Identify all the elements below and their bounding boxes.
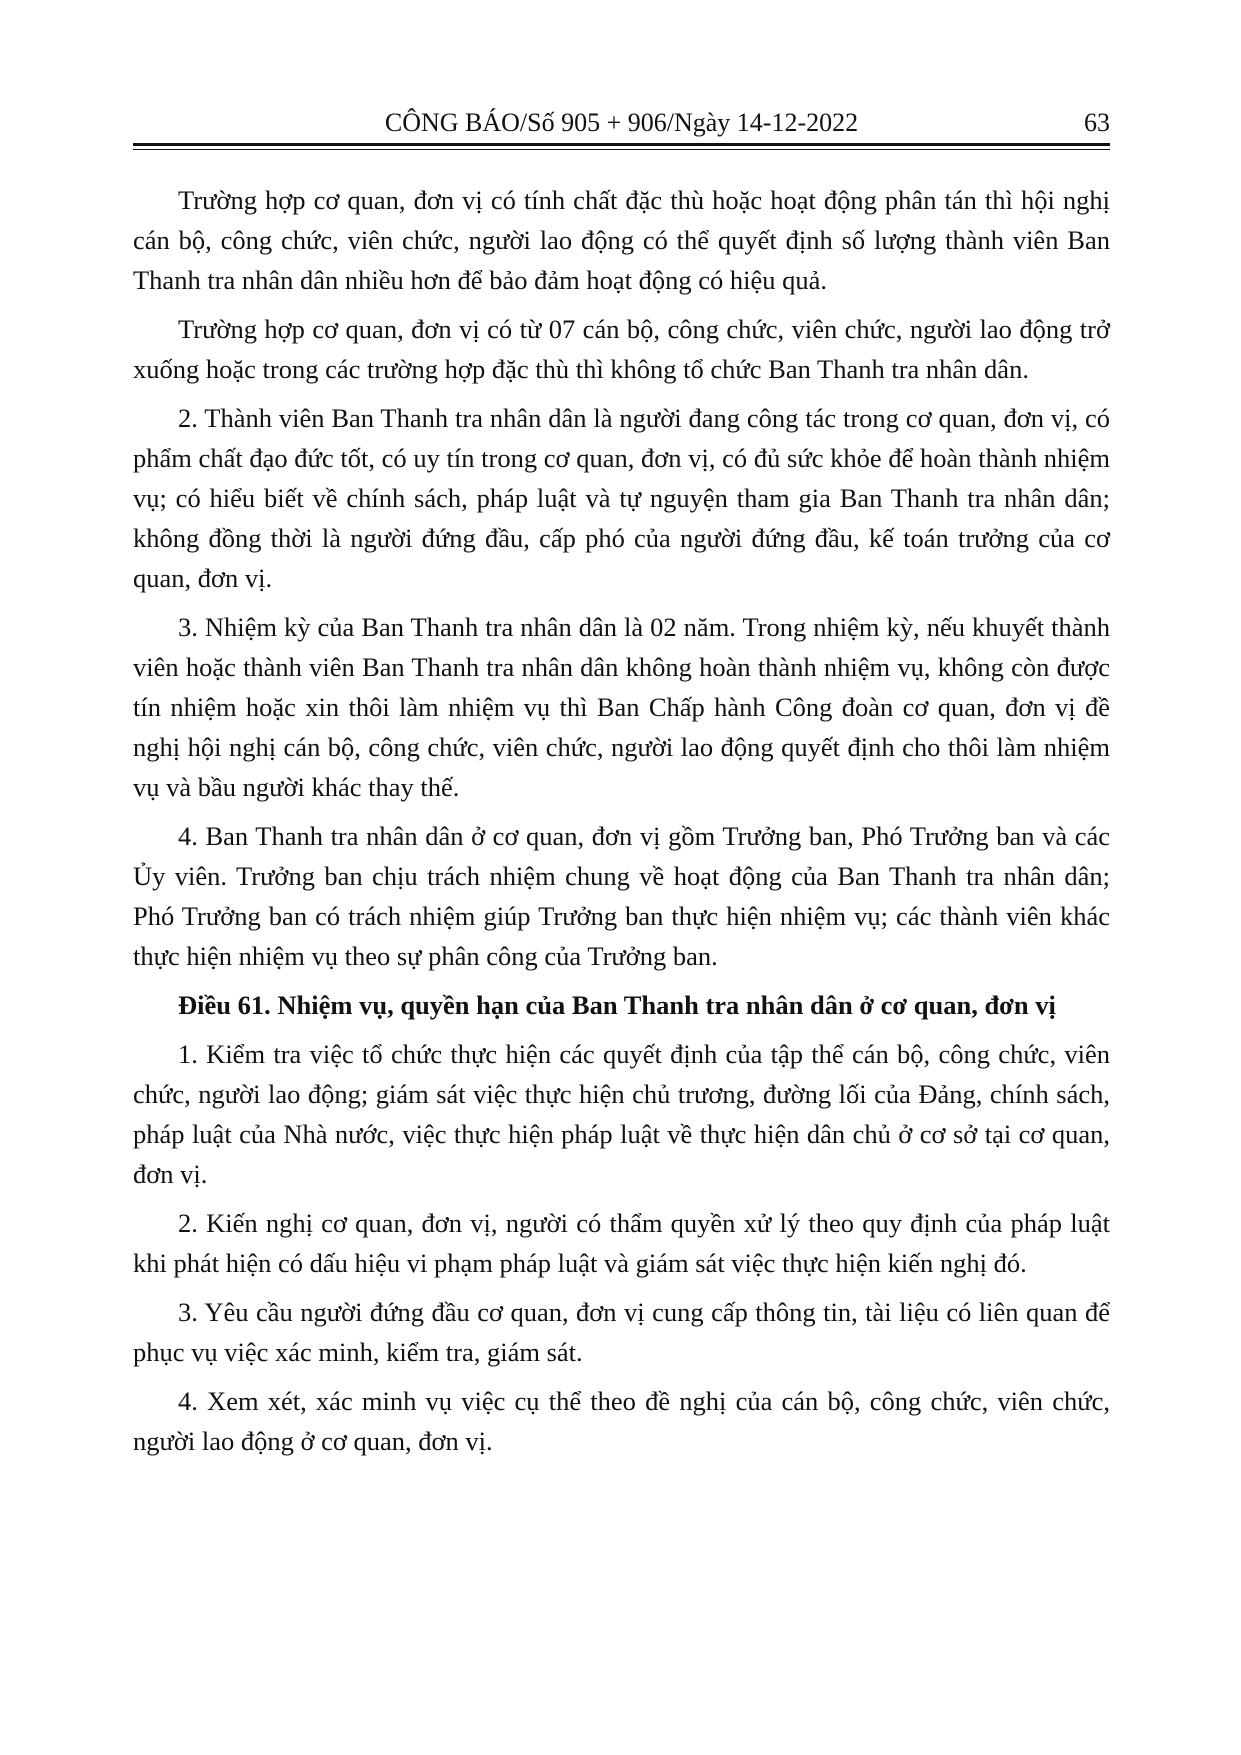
header-rule-thick — [133, 143, 1110, 146]
page-header — [133, 0, 1110, 140]
article-heading: Điều 61. Nhiệm vụ, quyền hạn của Ban Thanh tra nhân dân ở cơ quan, đơn vị — [178, 990, 1056, 1020]
page-number: 63 — [1084, 108, 1110, 137]
article-item: 4. Xem xét, xác minh vụ việc cụ thể theo đề nghị của cán bộ, công chức, viên chức, người lao động ở cơ quan, đơn vị. — [133, 1386, 1110, 1456]
document-body — [133, 180, 1110, 1470]
article-item: 3. Yêu cầu người đứng đầu cơ quan, đơn vị cung cấp thông tin, tài liệu có liên quan để phục vụ việc xác minh, kiểm tra, giám sát. — [133, 1297, 1110, 1367]
article-item: 1. Kiểm tra việc tổ chức thực hiện các quyết định của tập thể cán bộ, công chức, viên chức, người lao động; giám sát việc thực hiện chủ trương, đường lối của Đảng, chính sách, pháp luật của Nhà nước, việc thực hiện pháp luật về thực hiện dân chủ ở cơ sở tại cơ quan, đơn vị. — [133, 1039, 1110, 1189]
header-rule-thin — [133, 149, 1110, 150]
paragraph: 3. Nhiệm kỳ của Ban Thanh tra nhân dân là 02 năm. Trong nhiệm kỳ, nếu khuyết thành viên hoặc thành viên Ban Thanh tra nhân dân không hoàn thành nhiệm vụ, không còn được tín nhiệm hoặc xin thôi làm nhiệm vụ thì Ban Chấp hành Công đoàn cơ quan, đơn vị đề nghị hội nghị cán bộ, công chức, viên chức, người lao động quyết định cho thôi làm nhiệm vụ và bầu người khác thay thế. — [133, 612, 1110, 802]
article-item: 2. Kiến nghị cơ quan, đơn vị, người có thẩm quyền xử lý theo quy định của pháp luật khi phát hiện có dấu hiệu vi phạm pháp luật và giám sát việc thực hiện kiến nghị đó. — [133, 1208, 1110, 1278]
paragraph: 4. Ban Thanh tra nhân dân ở cơ quan, đơn vị gồm Trưởng ban, Phó Trưởng ban và các Ủy viên. Trưởng ban chịu trách nhiệm chung về hoạt động của Ban Thanh tra nhân dân; Phó Trưởng ban có trách nhiệm giúp Trưởng ban thực hiện nhiệm vụ; các thành viên khác thực hiện nhiệm vụ theo sự phân công của Trưởng ban. — [133, 821, 1110, 971]
paragraph: Trường hợp cơ quan, đơn vị có tính chất đặc thù hoặc hoạt động phân tán thì hội nghị cán bộ, công chức, viên chức, người lao động có thể quyết định số lượng thành viên Ban Thanh tra nhân dân nhiều hơn để bảo đảm hoạt động có hiệu quả. — [133, 185, 1110, 295]
document-page — [133, 0, 1110, 1456]
gazette-header-title: CÔNG BÁO/Số 905 + 906/Ngày 14-12-2022 — [384, 108, 859, 137]
paragraph: 2. Thành viên Ban Thanh tra nhân dân là người đang công tác trong cơ quan, đơn vị, có phẩm chất đạo đức tốt, có uy tín trong cơ quan, đơn vị, có đủ sức khỏe để hoàn thành nhiệm vụ; có hiểu biết về chính sách, pháp luật và tự nguyện tham gia Ban Thanh tra nhân dân; không đồng thời là người đứng đầu, cấp phó của người đứng đầu, kế toán trưởng của cơ quan, đơn vị. — [133, 403, 1110, 593]
paragraph: Trường hợp cơ quan, đơn vị có từ 07 cán bộ, công chức, viên chức, người lao động trở xuống hoặc trong các trường hợp đặc thù thì không tổ chức Ban Thanh tra nhân dân. — [133, 314, 1110, 384]
